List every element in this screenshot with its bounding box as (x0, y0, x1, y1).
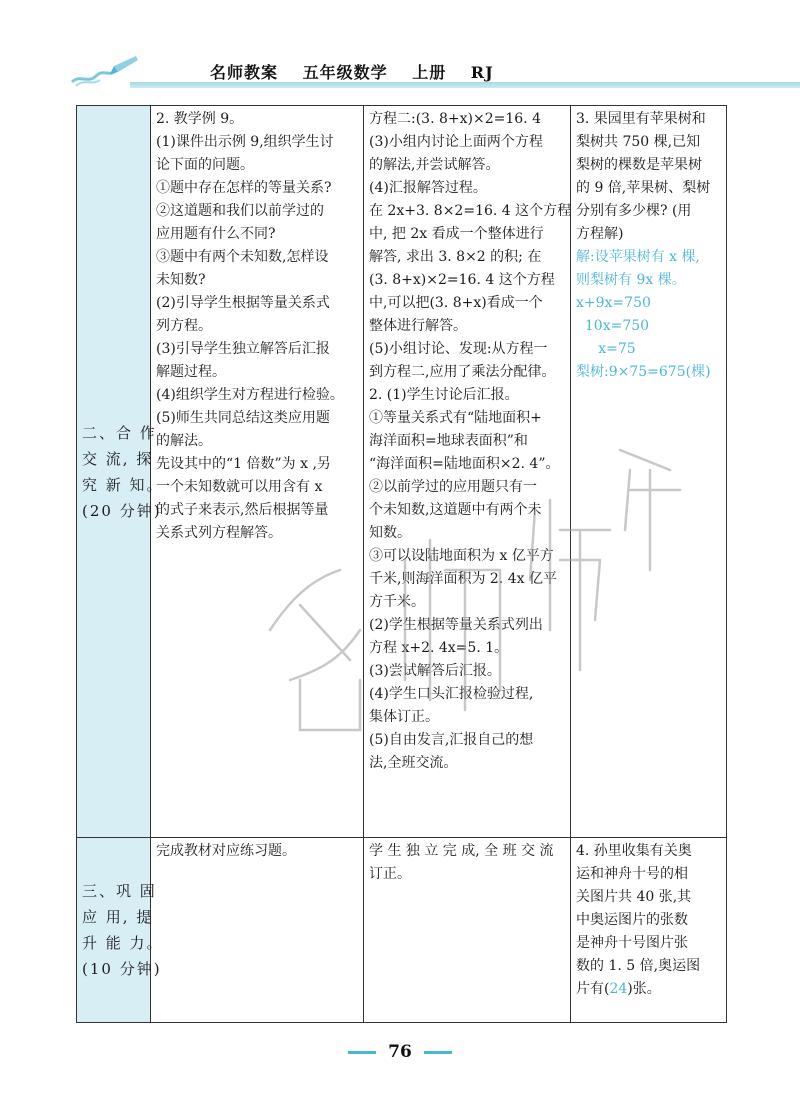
page-footer (0, 1042, 800, 1062)
stage2-teacher-cell (151, 106, 364, 838)
student-line: (5)自由发言,汇报自己的想 (369, 732, 534, 748)
student-line: 方程 x+2. 4x=5. 1。 (369, 640, 509, 656)
student-line: (3)小组内讨论上面两个方程 (369, 134, 543, 150)
exercise-line: 梨树共 750 棵,已知 (576, 134, 701, 150)
answer-line: 梨树:9×75=675(棵) (576, 364, 711, 380)
student-line: (4)汇报解答过程。 (369, 180, 487, 196)
teacher-line: 应用题有什么不同? (156, 226, 276, 242)
stage-name-line: 究 新 知。 (82, 475, 164, 494)
answer-line: x=75 (576, 341, 636, 357)
exercise-answer: 24 (609, 981, 628, 997)
stage-name-line: 三、巩 固 (82, 882, 157, 900)
teacher-line: 的解法。 (156, 433, 212, 449)
exercise-line: 分别有多少棵? (用 (576, 203, 692, 219)
teacher-line: 关系式列方程解答。 (156, 525, 282, 541)
student-line: 中, 把 2x 看成一个整体进行 (369, 226, 544, 242)
teacher-line: ③题中有两个未知数,怎样设 (156, 249, 329, 265)
exercise-line: 关图片共 40 张,其 (576, 889, 692, 905)
student-line: 在 2x+3. 8×2=16. 4 这个方程 (369, 203, 572, 219)
stage2-student-cell (364, 106, 571, 838)
exercise-line (576, 978, 721, 1001)
student-line: (3. 8+x)×2=16. 4 这个方程 (369, 272, 555, 288)
exercise-line: 中奥运图片的张数 (576, 912, 688, 928)
student-line: 学 生 独 立 完 成, 全 班 交 流 (369, 843, 554, 859)
exercise-line: 梨树的棵数是苹果树 (576, 157, 702, 173)
header-rule (130, 82, 800, 88)
footer-dash-left (348, 1051, 376, 1054)
edition: RJ (470, 63, 494, 82)
stage-duration: (10 分钟) (82, 960, 162, 978)
page-number: 76 (388, 1042, 412, 1062)
stage3-name-cell (77, 838, 164, 1023)
answer-line: 则梨树有 9x 棵。 (576, 272, 686, 288)
student-line: 海洋面积=地球表面积”和 (369, 433, 528, 449)
teacher-line: ②这道题和我们以前学过的 (156, 203, 324, 219)
exercise-line: 3. 果园里有苹果树和 (576, 111, 706, 127)
exercise-tail-prefix: 片有( (576, 981, 610, 997)
stage-name-line: 应 用, 提 (82, 908, 154, 926)
student-line: “海洋面积=陆地面积×2. 4”。 (369, 456, 560, 472)
exercise-line: 的 9 倍,苹果树、梨树 (576, 180, 711, 196)
student-line: 到方程二,应用了乘法分配律。 (369, 364, 556, 380)
student-line: (3)尝试解答后汇报。 (369, 663, 501, 679)
teacher-line: 2. 教学例 9。 (156, 111, 244, 127)
teacher-line: 未知数? (156, 272, 206, 288)
student-line: 个未知数,这道题中有两个未 (369, 502, 542, 518)
exercise-line: 运和神舟十号的相 (576, 866, 688, 882)
stage-cooperate-row (77, 106, 727, 838)
header-title (210, 60, 512, 83)
student-line: 2. (1)学生讨论后汇报。 (369, 387, 519, 403)
stage-duration: (20 分钟) (82, 501, 162, 520)
teacher-line: (3)引导学生独立解答后汇报 (156, 341, 330, 357)
teacher-line: (2)引导学生根据等量关系式 (156, 295, 330, 311)
student-line: 知数。 (369, 525, 411, 541)
stage2-exercise-cell (571, 106, 727, 838)
student-line: 方千米。 (369, 594, 425, 610)
student-line: 解答, 求出 3. 8×2 的积; 在 (369, 249, 542, 265)
stage-consolidate-row (77, 838, 727, 1023)
teacher-line: ①题中存在怎样的等量关系? (156, 180, 332, 196)
stage-name-line: 交 流, 探 (82, 449, 154, 468)
teacher-line: 先设其中的“1 倍数”为 x ,另 (156, 456, 331, 472)
teacher-line: (1)课件出示例 9,组织学生讨 (156, 134, 334, 150)
stage-name-line: 升 能 力。 (82, 934, 164, 952)
answer-line: x+9x=750 (576, 295, 651, 311)
student-line: (2)学生根据等量关系式列出 (369, 617, 543, 633)
student-line: 方程二:(3. 8+x)×2=16. 4 (369, 111, 541, 127)
student-line: 中,可以把(3. 8+x)看成一个 (369, 295, 543, 311)
student-line: (4)学生口头汇报检验过程, (369, 686, 534, 702)
student-line: 集体订正。 (369, 709, 439, 725)
student-line: 的解法,并尝试解答。 (369, 157, 500, 173)
student-line: (5)小组讨论、发现:从方程一 (369, 341, 548, 357)
page-header (70, 52, 730, 88)
teacher-line: 论下面的问题。 (156, 157, 254, 173)
lesson-plan-table (76, 105, 727, 1023)
volume: 上册 (412, 63, 447, 82)
grade-subject: 五年级数学 (302, 63, 388, 82)
student-line: 法,全班交流。 (369, 755, 458, 771)
exercise-line: 数的 1. 5 倍,奥运图 (576, 958, 701, 974)
teacher-line: 列方程。 (156, 318, 212, 334)
student-line: ①等量关系式有“陆地面积+ (369, 410, 542, 426)
exercise-line: 4. 孙里收集有关奥 (576, 843, 692, 859)
teacher-line: 完成教材对应练习题。 (156, 843, 296, 859)
student-line: ③可以设陆地面积为 x 亿平方 (369, 548, 554, 564)
stage3-student-cell (364, 838, 571, 1023)
student-line: ②以前学过的应用题只有一 (369, 479, 537, 495)
stage3-exercise-cell (571, 838, 727, 1023)
exercise-tail-suffix: )张。 (627, 981, 661, 997)
book-name: 名师教案 (210, 63, 279, 82)
teacher-line: 的式子来表示,然后根据等量 (156, 502, 329, 518)
teacher-line: 一个未知数就可以用含有 x (156, 479, 323, 495)
exercise-line: 是神舟十号图片张 (576, 935, 688, 951)
footer-dash-right (424, 1051, 452, 1054)
teacher-line: (4)组织学生对方程进行检验。 (156, 387, 344, 403)
student-line: 订正。 (369, 866, 411, 882)
answer-line: 解:设苹果树有 x 棵, (576, 249, 700, 265)
stage-name-line: 二、合 作 (82, 423, 157, 442)
stage3-teacher-cell (151, 838, 364, 1023)
student-line: 千米,则海洋面积为 2. 4x 亿平 (369, 571, 557, 587)
stage2-name-cell (77, 106, 164, 838)
teacher-line: (5)师生共同总结这类应用题 (156, 410, 330, 426)
exercise-line: 方程解) (576, 226, 624, 242)
answer-line: 10x=750 (576, 318, 650, 334)
teacher-line: 解题过程。 (156, 364, 226, 380)
student-line: 整体进行解答。 (369, 318, 467, 334)
